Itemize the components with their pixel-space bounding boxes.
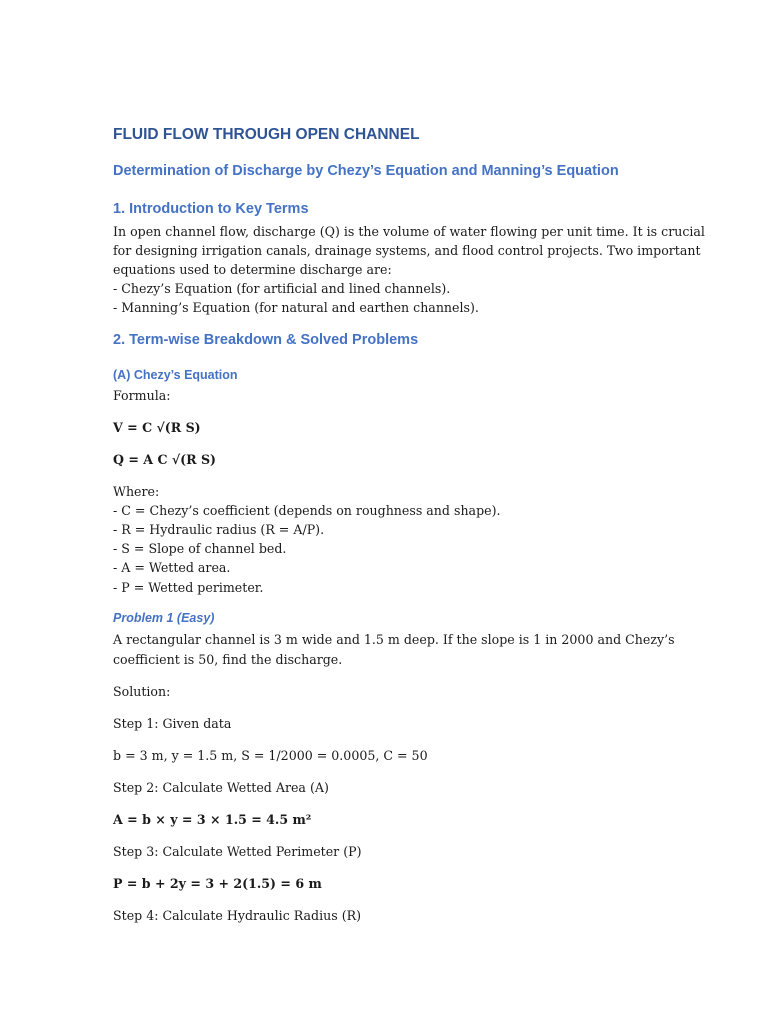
- intro-line-1: In open channel flow, discharge (Q) is the volume of water flowing per unit time. It is crucial: [113, 224, 705, 239]
- where-line-3: - R = Hydraulic radius (R = A/P).: [113, 522, 325, 537]
- step4-text: Step 4: Calculate Hydraulic Radius (R): [113, 908, 362, 923]
- document-title: FLUID FLOW THROUGH OPEN CHANNEL: [113, 126, 420, 143]
- equation-perimeter: P = b + 2y = 3 + 2(1.5) = 6 m: [113, 876, 322, 891]
- formula-label: Formula:: [113, 388, 171, 403]
- problem1-heading: Problem 1 (Easy): [113, 611, 215, 625]
- formula-velocity: V = C √(R S): [113, 420, 201, 435]
- equation-area: A = b × y = 3 × 1.5 = 4.5 m²: [113, 812, 312, 827]
- where-line-4: - S = Slope of channel bed.: [113, 541, 287, 556]
- step3-text: Step 3: Calculate Wetted Perimeter (P): [113, 844, 362, 859]
- where-line-5: - A = Wetted area.: [113, 560, 231, 575]
- step2-text: Step 2: Calculate Wetted Area (A): [113, 780, 329, 795]
- intro-line-3: equations used to determine discharge are:: [113, 262, 392, 277]
- where-line-1: Where:: [113, 484, 160, 499]
- where-line-6: - P = Wetted perimeter.: [113, 580, 264, 595]
- intro-line-5: - Manning’s Equation (for natural and earthen channels).: [113, 300, 479, 315]
- solution-label: Solution:: [113, 684, 171, 699]
- given-data-text: b = 3 m, y = 1.5 m, S = 1/2000 = 0.0005, C = 50: [113, 748, 428, 763]
- step1-text: Step 1: Given data: [113, 716, 232, 731]
- problem1-statement-line-2: coefficient is 50, find the discharge.: [113, 652, 343, 667]
- section1-heading: 1. Introduction to Key Terms: [113, 201, 309, 217]
- problem1-statement-line-1: A rectangular channel is 3 m wide and 1.5 m deep. If the slope is 1 in 2000 and Chezy’s: [113, 632, 675, 647]
- chezy-subheading: (A) Chezy’s Equation: [113, 368, 238, 382]
- intro-line-2: for designing irrigation canals, drainage systems, and flood control projects. Two important: [113, 243, 701, 258]
- where-line-2: - C = Chezy’s coefficient (depends on roughness and shape).: [113, 503, 501, 518]
- formula-discharge: Q = A C √(R S): [113, 452, 216, 467]
- section2-heading: 2. Term-wise Breakdown & Solved Problems: [113, 332, 419, 348]
- intro-line-4: - Chezy’s Equation (for artificial and lined channels).: [113, 281, 451, 296]
- document-subtitle: Determination of Discharge by Chezy’s Equation and Manning’s Equation: [113, 163, 619, 179]
